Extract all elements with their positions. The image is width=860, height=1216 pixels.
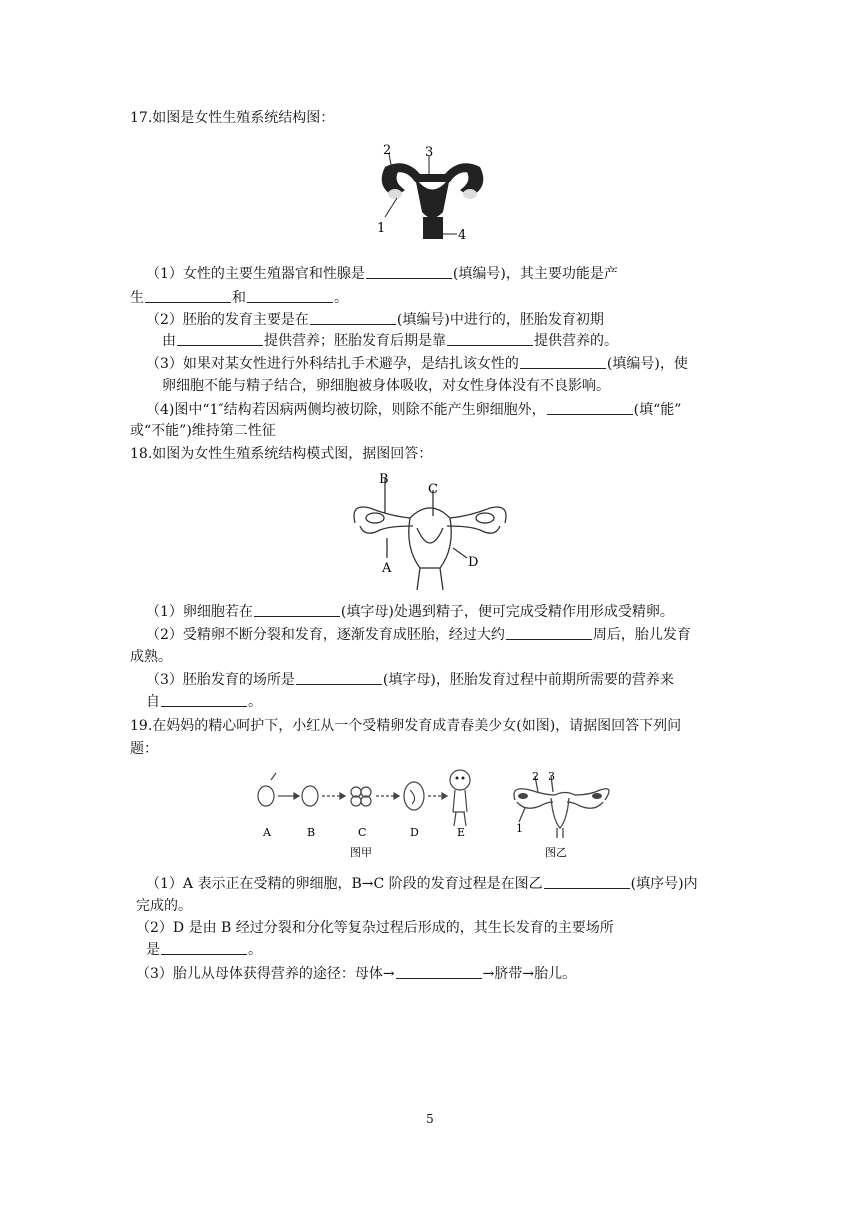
q17-sub3-line2: 卵细胞不能与精子结合，卵细胞被身体吸收，对女性身体没有不良影响。: [162, 378, 610, 394]
q19-fig-letter-b: B: [307, 826, 316, 839]
q17-fig-label-3: 3: [425, 145, 434, 160]
q19-fig-letter-a: A: [263, 826, 271, 839]
answer-blank[interactable]: [547, 400, 633, 415]
q18-figure: [345, 468, 515, 593]
q19-fig-letter-e: E: [457, 826, 466, 839]
answer-blank[interactable]: [396, 964, 482, 979]
answer-blank[interactable]: [310, 310, 396, 325]
page-number: 5: [426, 1112, 434, 1126]
answer-blank[interactable]: [161, 940, 247, 955]
answer-blank[interactable]: [247, 288, 333, 303]
q19-fig-num-3: 3: [548, 770, 555, 783]
q19-sub3: （3）胎儿从母体获得营养的途径：母体→ →脐带→胎儿。: [136, 966, 577, 982]
answer-blank[interactable]: [447, 331, 533, 346]
answer-blank[interactable]: [145, 288, 231, 303]
q19-figure-yi: [505, 770, 615, 860]
q18-fig-label-a: A: [382, 561, 392, 576]
q17-sub2-line2: 由 提供营养；胚胎发育后期是靠 提供营养的。: [162, 333, 618, 349]
q18-sub2-line1: （2）受精卵不断分裂和发育，逐渐发育成胚胎，经过大约 周后，胎儿发育: [146, 627, 691, 643]
q17-title: 17.如图是女性生殖系统结构图：: [130, 110, 335, 126]
q17-sub4-line1: （4)图中“1″结构若因病两侧均被切除，则除不能产生卵细胞外， (填“能”: [146, 402, 682, 418]
q18-sub3-line2: 自 。: [146, 694, 262, 710]
q19-fig-num-2: 2: [532, 770, 539, 783]
answer-blank[interactable]: [296, 670, 382, 685]
answer-blank[interactable]: [254, 602, 340, 617]
answer-blank[interactable]: [544, 874, 630, 889]
q17-sub3-line1: （3）如果对某女性进行外科结扎手术避孕，是结扎该女性的 (填编号)，使: [146, 356, 688, 372]
q19-fig-letter-d: D: [410, 826, 419, 839]
q19-sub2-line2: 是 。: [146, 942, 262, 958]
answer-blank[interactable]: [161, 692, 247, 707]
q18-title: 18.如图为女性生殖系统结构模式图，据图回答：: [130, 446, 433, 462]
q17-fig-label-1: 1: [377, 221, 386, 236]
q19-title-line1: 19.在妈妈的精心呵护下，小红从一个受精卵发育成青春美少女(如图)，请据图回答下列问: [130, 718, 682, 734]
q18-sub3-line1: （3）胚胎发育的场所是 (填字母)，胚胎发育过程中前期所需要的营养来: [146, 672, 674, 688]
q18-sub2-line2: 成熟。: [130, 649, 172, 665]
q17-sub4-line2: 或“不能”)维持第二性征: [130, 423, 276, 439]
q17-sub1-line1: （1）女性的主要生殖器官和性腺是 (填编号)，其主要功能是产: [146, 266, 618, 282]
q19-fig-num-1: 1: [516, 822, 523, 835]
q19-sub1-line2: 完成的。: [136, 898, 192, 914]
answer-blank[interactable]: [506, 625, 592, 640]
q19-sub2-line1: （2）D 是由 B 经过分裂和分化等复杂过程后形成的，其生长发育的主要场所: [136, 920, 614, 936]
q19-fig-jia-caption: 图甲: [350, 846, 372, 859]
answer-blank[interactable]: [366, 264, 452, 279]
q19-figure-jia: [250, 768, 490, 863]
answer-blank[interactable]: [520, 354, 606, 369]
q18-sub1: （1）卵细胞若在 (填字母)处遇到精子，便可完成受精作用形成受精卵。: [146, 604, 674, 620]
q19-title-line2: 题：: [130, 741, 158, 757]
q17-fig-label-4: 4: [458, 228, 467, 243]
q17-figure: [365, 142, 500, 247]
answer-blank[interactable]: [177, 331, 263, 346]
q18-fig-label-c: C: [428, 482, 438, 497]
q18-fig-label-d: D: [468, 555, 479, 570]
q19-fig-letter-c: C: [358, 826, 367, 839]
q17-sub2-line1: （2）胚胎的发育主要是在 (填编号)中进行的，胚胎发育初期: [146, 312, 604, 328]
q19-sub1-line1: （1）A 表示正在受精的卵细胞，B→C 阶段的发育过程是在图乙 (填序号)内: [146, 876, 698, 892]
q19-fig-yi-caption: 图乙: [545, 846, 567, 859]
q18-fig-label-b: B: [379, 472, 389, 487]
q17-sub1-line2: 生 和 。: [130, 290, 348, 306]
q17-fig-label-2: 2: [383, 143, 392, 158]
